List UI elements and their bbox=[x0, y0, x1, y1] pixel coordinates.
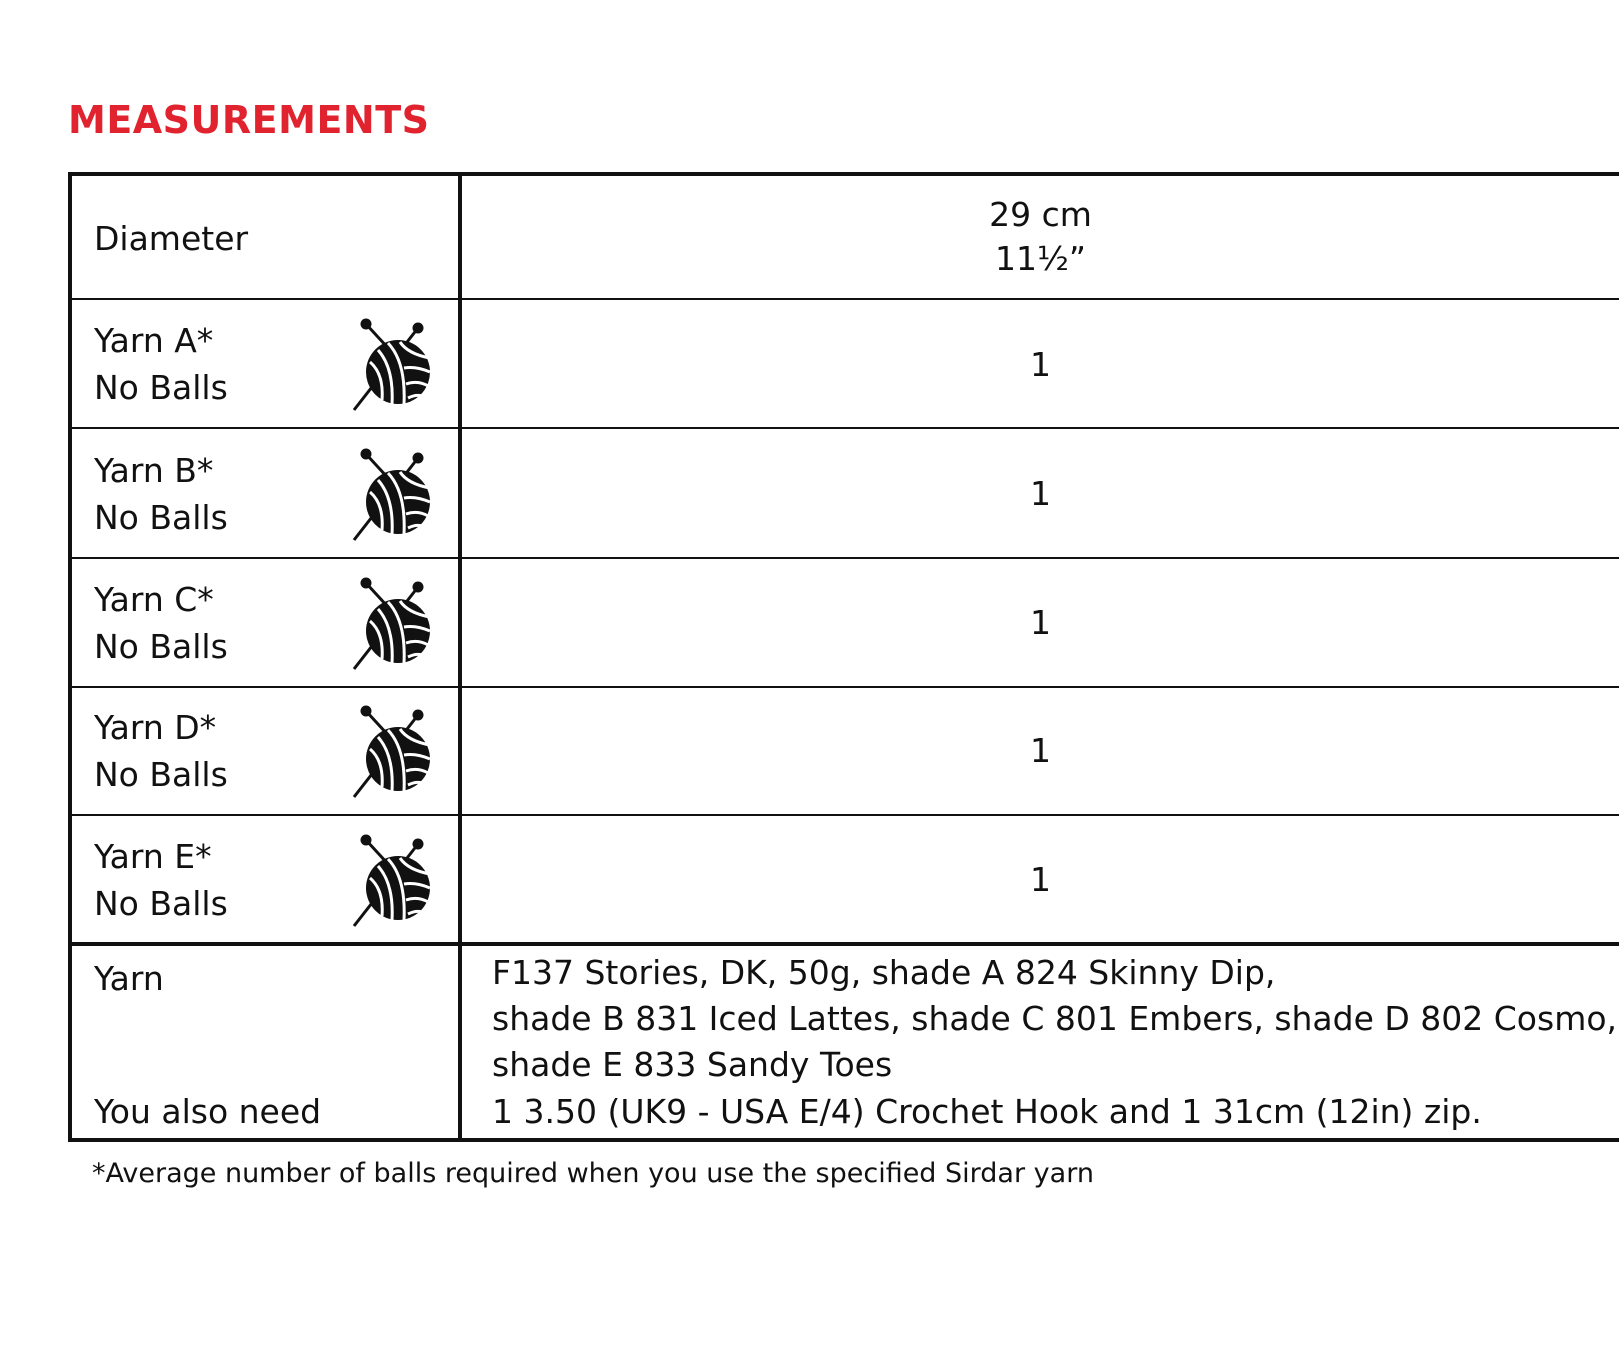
also-need-text: 1 3.50 (UK9 - USA E/4) Crochet Hook and 1 31cm (12in) zip. bbox=[492, 1092, 1482, 1131]
yarn-b-value: 1 bbox=[1030, 474, 1051, 513]
yarn-info-line: shade E 833 Sandy Toes bbox=[492, 1045, 893, 1084]
yarn-ball-needles-icon bbox=[352, 318, 434, 414]
page-title: MEASUREMENTS bbox=[68, 98, 430, 142]
yarn-ball-needles-icon bbox=[352, 705, 434, 801]
yarn-b-sub-label: No Balls bbox=[94, 498, 228, 537]
yarn-e-value: 1 bbox=[1030, 860, 1051, 899]
also-need-label: You also need bbox=[94, 1092, 322, 1131]
yarn-a-value: 1 bbox=[1030, 345, 1051, 384]
diameter-label: Diameter bbox=[94, 219, 249, 258]
yarn-c-label: Yarn C* bbox=[94, 580, 214, 619]
yarn-c-sub-label: No Balls bbox=[94, 627, 228, 666]
row-divider bbox=[72, 427, 1619, 429]
yarn-e-sub-label: No Balls bbox=[94, 884, 228, 923]
yarn-ball-needles-icon bbox=[352, 448, 434, 544]
row-divider bbox=[72, 686, 1619, 688]
yarn-c-value: 1 bbox=[1030, 603, 1051, 642]
footnote: *Average number of balls required when you use the specified Sirdar yarn bbox=[92, 1158, 1094, 1189]
column-divider bbox=[458, 176, 462, 1138]
row-divider bbox=[72, 557, 1619, 559]
yarn-d-label: Yarn D* bbox=[94, 708, 217, 747]
yarn-info-line: F137 Stories, DK, 50g, shade A 824 Skinny Dip, bbox=[492, 953, 1276, 992]
row-divider bbox=[72, 298, 1619, 300]
yarn-e-label: Yarn E* bbox=[94, 837, 212, 876]
yarn-a-sub-label: No Balls bbox=[94, 368, 228, 407]
yarn-a-label: Yarn A* bbox=[94, 321, 214, 360]
yarn-info-line: shade B 831 Iced Lattes, shade C 801 Embers, shade D 802 Cosmo, bbox=[492, 999, 1618, 1038]
section-divider bbox=[72, 942, 1619, 946]
measurements-table bbox=[68, 172, 1619, 1142]
yarn-ball-needles-icon bbox=[352, 834, 434, 930]
yarn-d-value: 1 bbox=[1030, 731, 1051, 770]
yarn-ball-needles-icon bbox=[352, 577, 434, 673]
row-divider bbox=[72, 814, 1619, 816]
yarn-info-label: Yarn bbox=[94, 959, 164, 998]
yarn-b-label: Yarn B* bbox=[94, 451, 214, 490]
diameter-inches-value: 11½” bbox=[994, 239, 1087, 278]
diameter-cm-value: 29 cm bbox=[989, 195, 1092, 234]
yarn-d-sub-label: No Balls bbox=[94, 755, 228, 794]
